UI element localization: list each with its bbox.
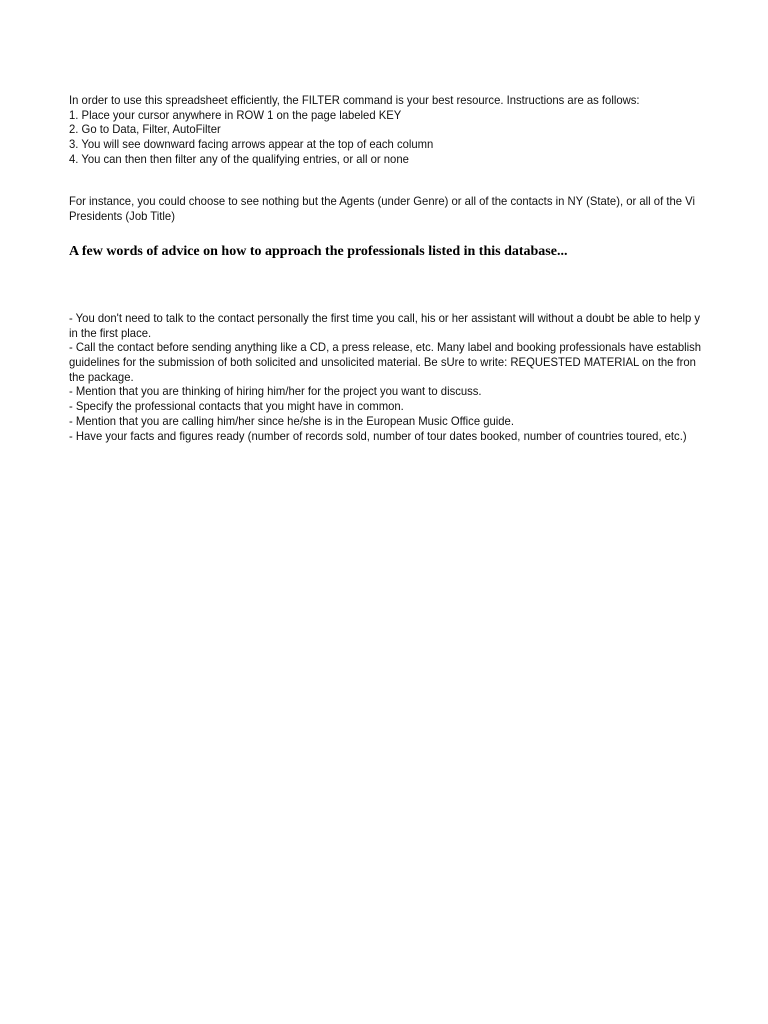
advice-line-7: - Specify the professional contacts that you might have in common. [69, 399, 404, 414]
advice-line-6: - Mention that you are thinking of hiring him/her for the project you want to discuss. [69, 384, 482, 399]
advice-heading: A few words of advice on how to approach the professionals listed in this database... [69, 244, 568, 259]
instruction-step-3: 3. You will see downward facing arrows appear at the top of each column [69, 137, 434, 152]
instruction-step-1: 1. Place your cursor anywhere in ROW 1 on the page labeled KEY [69, 107, 402, 122]
advice-line-9: - Have your facts and figures ready (number of records sold, number of tour dates booked, number of countries toured, etc.) [69, 428, 687, 443]
advice-line-3: - Call the contact before sending anything like a CD, a press release, etc. Many label and booking professionals have establish [69, 340, 702, 355]
example-line-2: Presidents (Job Title) [69, 208, 175, 223]
instruction-step-4: 4. You can then then filter any of the qualifying entries, or all or none [69, 151, 409, 166]
advice-line-5: the package. [69, 369, 134, 384]
advice-line-4: guidelines for the submission of both solicited and unsolicited material. Be sUre to write: REQUESTED MATERIAL on the fron [69, 355, 696, 370]
instructions-intro: In order to use this spreadsheet efficiently, the FILTER command is your best resource. Instructions are as follows: [69, 93, 640, 107]
filter-example-paragraph [69, 194, 695, 223]
filter-instructions-block [69, 93, 640, 166]
advice-line-1: - You don't need to talk to the contact personally the first time you call, his or her assistant will without a doubt be able to help y [69, 311, 701, 325]
advice-line-2: in the first place. [69, 325, 152, 340]
advice-line-8: - Mention that you are calling him/her since he/she is in the European Music Office guide. [69, 413, 514, 428]
instruction-step-2: 2. Go to Data, Filter, AutoFilter [69, 122, 221, 137]
advice-list [69, 311, 701, 443]
example-line-1: For instance, you could choose to see nothing but the Agents (under Genre) or all of the contacts in NY (State), or all of the Vi [69, 194, 695, 208]
